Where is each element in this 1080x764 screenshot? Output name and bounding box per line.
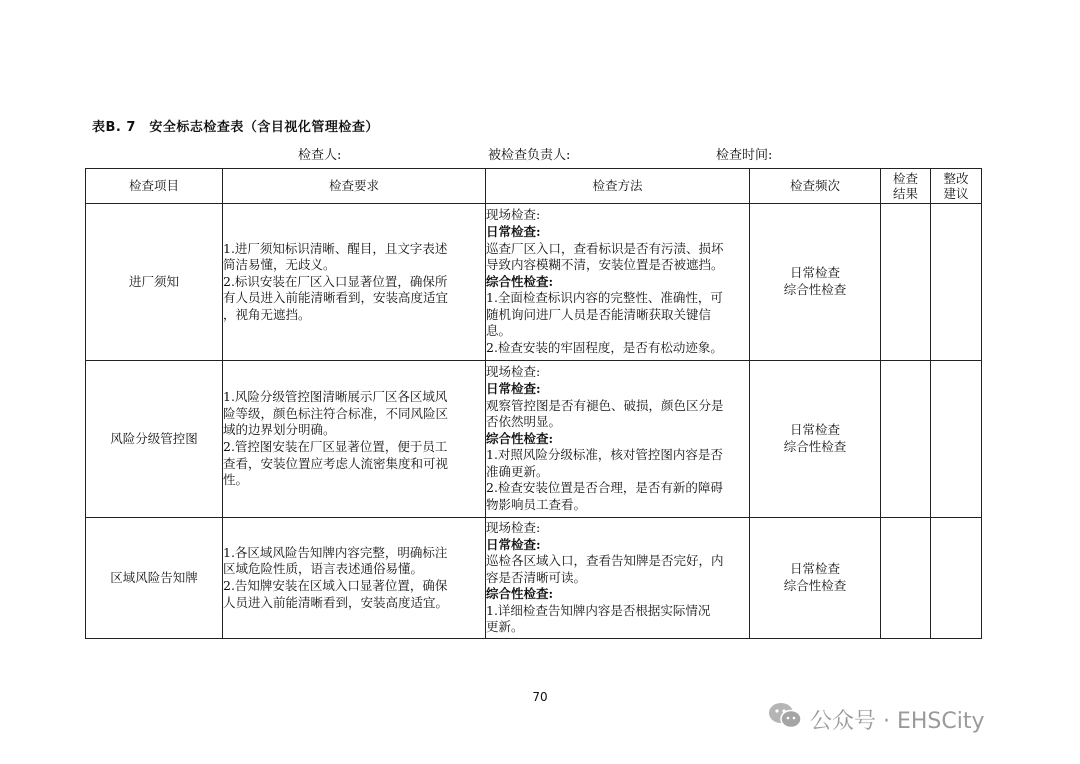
frequency-cell <box>750 361 881 518</box>
watermark-text: 公众号 · EHSCity <box>810 708 985 734</box>
header-requirement: 检查要求 <box>223 169 486 204</box>
requirement-line: ，视角无遮挡。 <box>223 306 311 322</box>
table-row <box>86 204 982 361</box>
wechat-icon <box>768 702 802 736</box>
result-cell[interactable] <box>881 518 931 639</box>
requirement-line: 险等级，颜色标注符合标准，不同风险区 <box>223 405 449 421</box>
header-result-line: 结果 <box>892 186 918 201</box>
method-line: 现场检查: <box>486 519 541 535</box>
frequency-line: 日常检查 <box>789 561 840 577</box>
inspection-table <box>85 168 982 639</box>
header-advice-line: 整改 <box>943 171 969 186</box>
header-method: 检查方法 <box>486 169 750 204</box>
page-number: 70 <box>532 690 548 704</box>
requirement-cell <box>223 361 486 518</box>
requirement-line: 域的边界划分明确。 <box>223 422 336 438</box>
method-line: 观察管控图是否有褪色、破损，颜色区分是 <box>486 397 724 413</box>
requirement-line: 1.各区域风险告知牌内容完整，明确标注 <box>223 544 448 560</box>
header-item: 检查项目 <box>86 169 223 204</box>
responsible-person-label: 被检查负责人: <box>488 148 571 163</box>
method-line: 2.检查安装位置是否合理，是否有新的障碍 <box>486 480 723 496</box>
method-line: 导致内容模糊不清，安装位置是否被遮挡。 <box>486 257 724 273</box>
frequency-line: 综合性检查 <box>783 578 847 593</box>
method-line: 1.全面检查标识内容的完整性、准确性，可 <box>486 290 723 306</box>
method-cell <box>486 204 750 361</box>
method-line: 巡查厂区入口，查看标识是否有污渍、损坏 <box>486 240 724 256</box>
method-line: 1.对照风险分级标准，核对管控图内容是否 <box>486 447 723 463</box>
frequency-line: 综合性检查 <box>783 439 847 454</box>
method-line: 现场检查: <box>486 207 541 223</box>
header-frequency: 检查频次 <box>750 169 881 204</box>
frequency-line: 日常检查 <box>789 265 840 281</box>
inspector-label: 检查人: <box>298 148 342 163</box>
header-advice <box>931 169 982 204</box>
advice-cell[interactable] <box>931 361 982 518</box>
requirement-line: 区域危险性质，语言表述通俗易懂。 <box>223 561 424 577</box>
method-subheading: 综合性检查: <box>486 273 554 289</box>
result-cell[interactable] <box>881 204 931 361</box>
method-subheading: 综合性检查: <box>486 586 554 602</box>
frequency-line: 综合性检查 <box>783 282 847 297</box>
method-subheading: 日常检查: <box>486 536 541 552</box>
requirement-line: 性。 <box>223 472 249 488</box>
table-row <box>86 518 982 639</box>
requirement-line: 1.风险分级管控图清晰展示厂区各区域风 <box>223 389 448 405</box>
frequency-cell <box>750 518 881 639</box>
frequency-line: 日常检查 <box>789 422 840 438</box>
inspection-time-label: 检查时间: <box>716 148 773 163</box>
result-cell[interactable] <box>881 361 931 518</box>
requirement-line: 查看，安装位置应考虑人流密集度和可视 <box>223 455 449 471</box>
method-line: 更新。 <box>486 619 524 635</box>
method-line: 巡检各区域入口，查看告知牌是否完好，内 <box>486 553 724 569</box>
frequency-cell <box>750 204 881 361</box>
requirement-line: 2.管控图安装在厂区显著位置，便于员工 <box>223 439 448 454</box>
requirement-line: 有人员进入前能清晰看到，安装高度适宜 <box>223 290 449 306</box>
method-line: 容是否清晰可读。 <box>486 569 587 585</box>
requirement-line: 2.标识安装在厂区入口显著位置，确保所 <box>223 273 448 289</box>
requirement-cell <box>223 204 486 361</box>
method-line: 否依然明显。 <box>486 414 562 430</box>
header-result-line: 检查 <box>892 171 918 186</box>
table-caption: 表B. 7 安全标志检查表（含目视化管理检查） <box>92 120 379 135</box>
table-header-row <box>86 169 982 204</box>
item-cell: 区域风险告知牌 <box>86 518 223 639</box>
method-line: 2.检查安装的牢固程度，是否有松动迹象。 <box>486 340 723 356</box>
method-cell <box>486 518 750 639</box>
advice-cell[interactable] <box>931 518 982 639</box>
method-line: 随机询问进厂人员是否能清晰获取关键信 <box>486 306 712 322</box>
method-line: 物影响员工查看。 <box>486 497 587 513</box>
requirement-line: 1.进厂须知标识清晰、醒目，且文字表述 <box>223 240 448 256</box>
method-subheading: 综合性检查: <box>486 430 554 446</box>
method-line: 息。 <box>486 323 512 339</box>
header-advice-line: 建议 <box>943 186 969 201</box>
table-row <box>86 361 982 518</box>
method-subheading: 日常检查: <box>486 380 541 396</box>
method-subheading: 日常检查: <box>486 223 541 239</box>
requirement-line: 人员进入前能清晰看到，安装高度适宜。 <box>223 594 449 610</box>
item-cell: 风险分级管控图 <box>86 361 223 518</box>
item-cell: 进厂须知 <box>86 204 223 361</box>
header-result <box>881 169 931 204</box>
advice-cell[interactable] <box>931 204 982 361</box>
method-line: 现场检查: <box>486 364 541 380</box>
requirement-line: 2.告知牌安装在区域入口显著位置，确保 <box>223 578 448 593</box>
requirement-cell <box>223 518 486 639</box>
method-line: 准确更新。 <box>486 463 549 479</box>
method-cell <box>486 361 750 518</box>
method-line: 1.详细检查告知牌内容是否根据实际情况 <box>486 602 711 618</box>
requirement-line: 简洁易懂，无歧义。 <box>223 257 336 273</box>
watermark <box>768 702 985 736</box>
